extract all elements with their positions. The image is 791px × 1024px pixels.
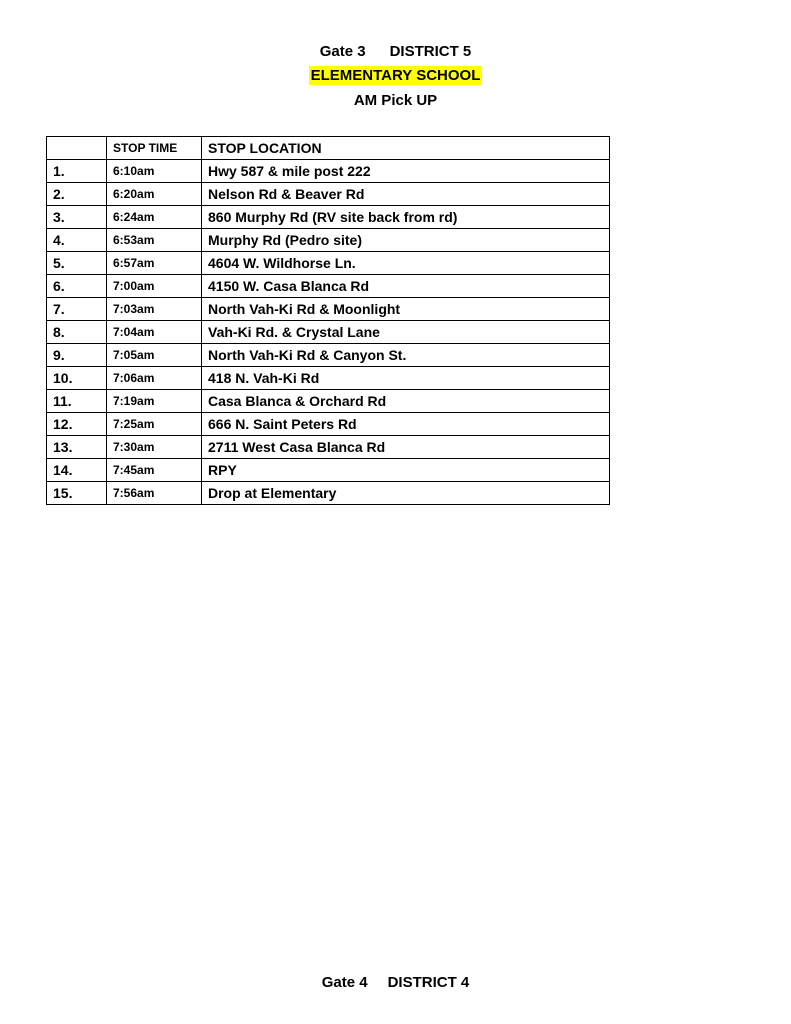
stop-location: North Vah-Ki Rd & Canyon St. [202, 344, 610, 367]
gate-label: Gate 3 [319, 43, 366, 60]
page-title [0, 43, 791, 60]
column-header-stop-time: STOP TIME [107, 137, 202, 160]
stop-number: 7. [47, 298, 107, 321]
stop-location: 2711 West Casa Blanca Rd [202, 436, 610, 459]
stop-time: 7:45am [107, 459, 202, 482]
column-header-stop-location: STOP LOCATION [202, 137, 610, 160]
stop-time: 7:04am [107, 321, 202, 344]
schedule-table [46, 136, 610, 505]
stop-time: 7:25am [107, 413, 202, 436]
stop-time: 7:19am [107, 390, 202, 413]
stop-number: 14. [47, 459, 107, 482]
stop-number: 3. [47, 206, 107, 229]
stop-time: 7:56am [107, 482, 202, 505]
stop-number: 4. [47, 229, 107, 252]
stop-location: North Vah-Ki Rd & Moonlight [202, 298, 610, 321]
stop-location: Nelson Rd & Beaver Rd [202, 183, 610, 206]
table-row [47, 459, 610, 482]
column-header-number [47, 137, 107, 160]
table-row [47, 275, 610, 298]
stop-number: 12. [47, 413, 107, 436]
table-row [47, 367, 610, 390]
stop-time: 6:10am [107, 160, 202, 183]
stop-time: 6:24am [107, 206, 202, 229]
stop-location: 666 N. Saint Peters Rd [202, 413, 610, 436]
session-label: AM Pick UP [353, 92, 438, 109]
stop-time: 7:05am [107, 344, 202, 367]
stop-time: 7:00am [107, 275, 202, 298]
footer-title [0, 974, 791, 991]
stop-number: 6. [47, 275, 107, 298]
stop-location: Drop at Elementary [202, 482, 610, 505]
table-row [47, 206, 610, 229]
table-row [47, 413, 610, 436]
table-row [47, 321, 610, 344]
district-label: DISTRICT 5 [389, 43, 472, 60]
footer-gate-label: Gate 4 [321, 974, 368, 991]
stop-time: 6:53am [107, 229, 202, 252]
stop-number: 5. [47, 252, 107, 275]
stop-location: Vah-Ki Rd. & Crystal Lane [202, 321, 610, 344]
table-row [47, 298, 610, 321]
stop-location: Casa Blanca & Orchard Rd [202, 390, 610, 413]
stop-time: 6:57am [107, 252, 202, 275]
stop-number: 8. [47, 321, 107, 344]
table-row [47, 229, 610, 252]
stop-number: 10. [47, 367, 107, 390]
table-row [47, 344, 610, 367]
table-row [47, 252, 610, 275]
stop-number: 15. [47, 482, 107, 505]
stop-location: 418 N. Vah-Ki Rd [202, 367, 610, 390]
session-title [0, 92, 791, 109]
stop-location: 4604 W. Wildhorse Ln. [202, 252, 610, 275]
school-title [0, 67, 791, 84]
stop-location: RPY [202, 459, 610, 482]
stop-time: 7:30am [107, 436, 202, 459]
stop-location: Murphy Rd (Pedro site) [202, 229, 610, 252]
stop-location: 860 Murphy Rd (RV site back from rd) [202, 206, 610, 229]
stop-number: 9. [47, 344, 107, 367]
table-row [47, 390, 610, 413]
school-label: ELEMENTARY SCHOOL [310, 67, 481, 84]
table-row [47, 160, 610, 183]
stop-location: 4150 W. Casa Blanca Rd [202, 275, 610, 298]
stop-number: 2. [47, 183, 107, 206]
stop-number: 13. [47, 436, 107, 459]
stop-number: 11. [47, 390, 107, 413]
stop-location: Hwy 587 & mile post 222 [202, 160, 610, 183]
stop-time: 7:03am [107, 298, 202, 321]
stop-time: 6:20am [107, 183, 202, 206]
footer-district-label: DISTRICT 4 [387, 974, 470, 991]
table-row [47, 436, 610, 459]
table-row [47, 183, 610, 206]
table-header-row [47, 137, 610, 160]
stop-time: 7:06am [107, 367, 202, 390]
table-row [47, 482, 610, 505]
stop-number: 1. [47, 160, 107, 183]
